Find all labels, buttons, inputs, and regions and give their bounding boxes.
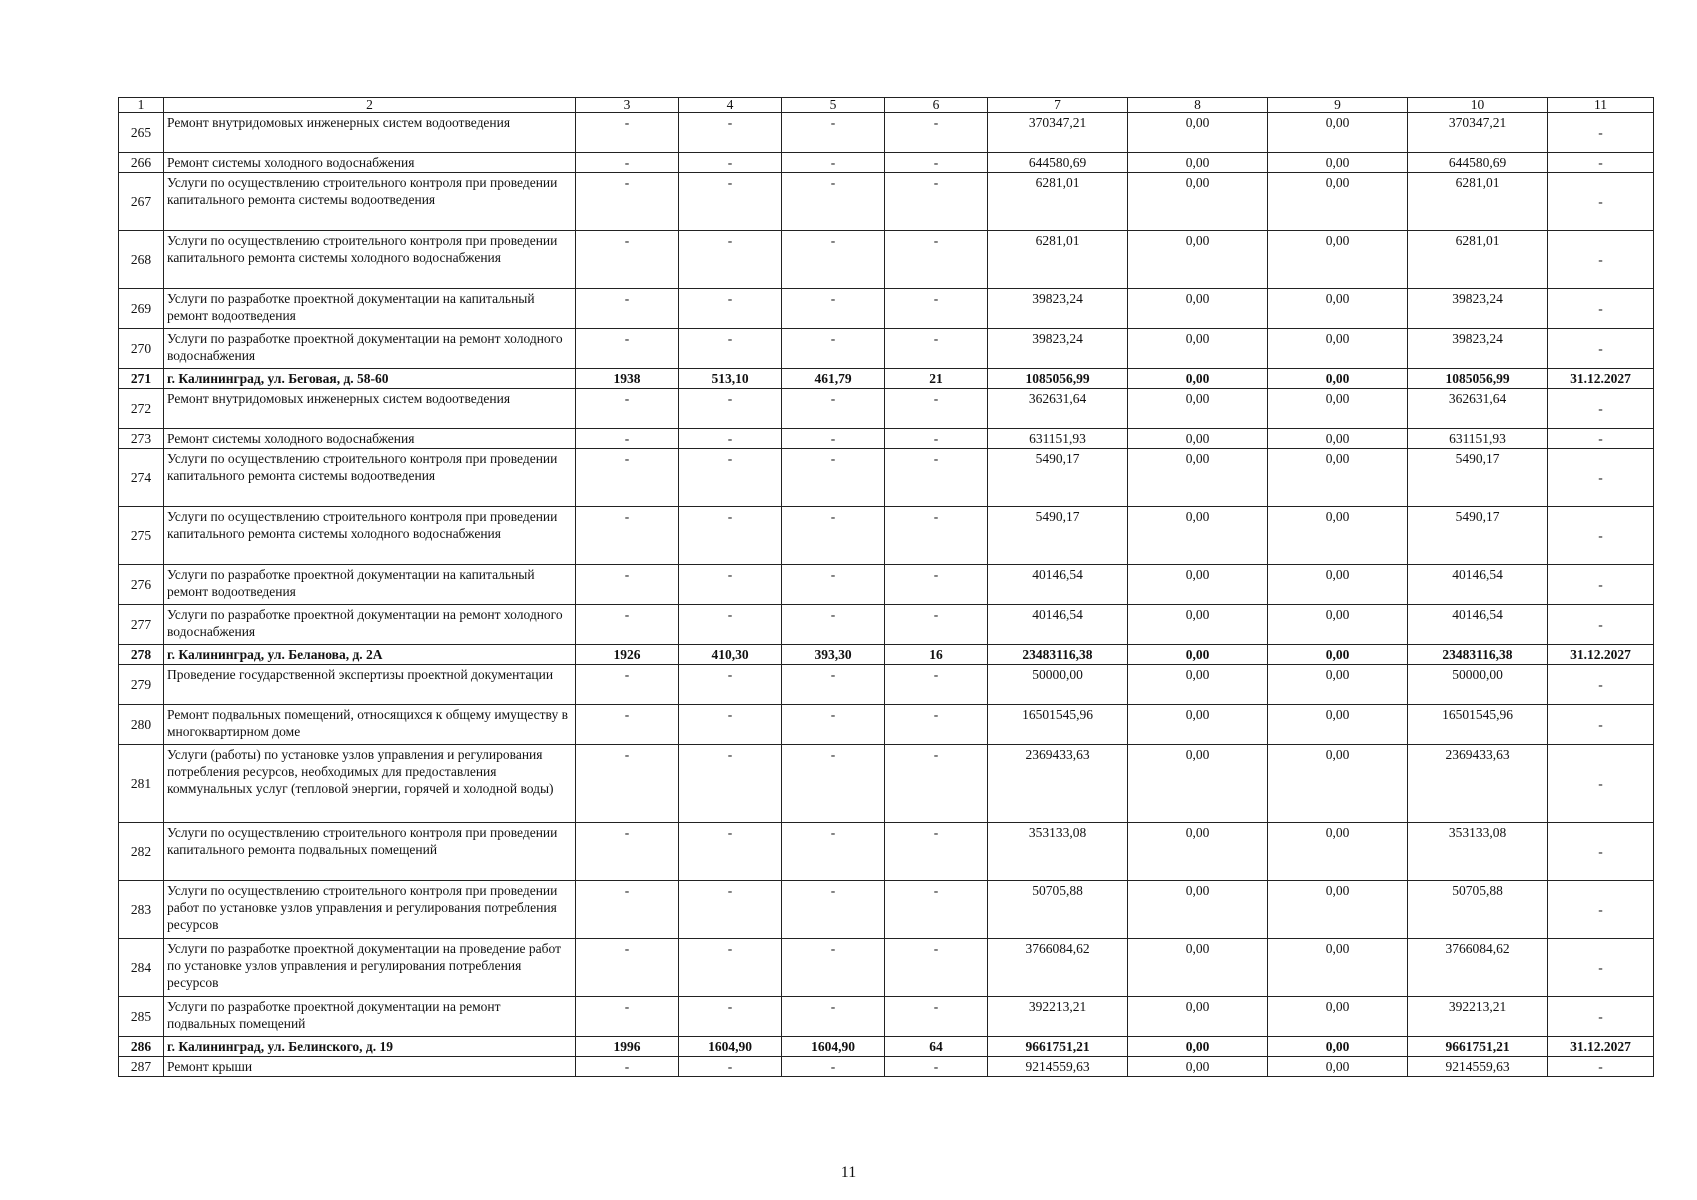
col-10-value: 3766084,62 bbox=[1408, 939, 1548, 997]
col-7-value: 1085056,99 bbox=[988, 369, 1128, 389]
col-8-value: 0,00 bbox=[1128, 113, 1268, 153]
row-number: 279 bbox=[119, 665, 164, 705]
work-name: Услуги по осуществлению строительного контроля при проведении капитального ремонта подвальных помещений bbox=[164, 823, 576, 881]
row-number: 272 bbox=[119, 389, 164, 429]
col-8-value: 0,00 bbox=[1128, 823, 1268, 881]
col-6-value: - bbox=[885, 881, 988, 939]
col-8-value: 0,00 bbox=[1128, 745, 1268, 823]
work-name: Ремонт внутридомовых инженерных систем водоотведения bbox=[164, 389, 576, 429]
col-7-value: 5490,17 bbox=[988, 507, 1128, 565]
col-6-value: 16 bbox=[885, 645, 988, 665]
col-11-value: - bbox=[1548, 1057, 1654, 1077]
col-6-value: 21 bbox=[885, 369, 988, 389]
col-header-3: 3 bbox=[576, 98, 679, 113]
col-11-value: - bbox=[1548, 329, 1654, 369]
col-8-value: 0,00 bbox=[1128, 329, 1268, 369]
row-number: 277 bbox=[119, 605, 164, 645]
table-row bbox=[119, 449, 1654, 507]
col-8-value: 0,00 bbox=[1128, 939, 1268, 997]
row-number: 268 bbox=[119, 231, 164, 289]
col-header-5: 5 bbox=[782, 98, 885, 113]
table-body bbox=[119, 98, 1654, 1077]
col-6-value: - bbox=[885, 289, 988, 329]
col-9-value: 0,00 bbox=[1268, 507, 1408, 565]
work-name: Услуги по разработке проектной документации на капитальный ремонт водоотведения bbox=[164, 289, 576, 329]
col-5-value: 393,30 bbox=[782, 645, 885, 665]
col-8-value: 0,00 bbox=[1128, 645, 1268, 665]
work-name: Услуги по осуществлению строительного контроля при проведении капитального ремонта системы водоотведения bbox=[164, 173, 576, 231]
work-name: Услуги по разработке проектной документации на проведение работ по установке узлов управления и регулирования потребления ресурсов bbox=[164, 939, 576, 997]
col-11-value: - bbox=[1548, 113, 1654, 153]
col-3-value: - bbox=[576, 389, 679, 429]
col-6-value: - bbox=[885, 565, 988, 605]
col-6-value: - bbox=[885, 605, 988, 645]
col-6-value: 64 bbox=[885, 1037, 988, 1057]
col-6-value: - bbox=[885, 823, 988, 881]
table-row bbox=[119, 565, 1654, 605]
col-8-value: 0,00 bbox=[1128, 507, 1268, 565]
col-3-value: 1938 bbox=[576, 369, 679, 389]
col-3-value: - bbox=[576, 605, 679, 645]
col-6-value: - bbox=[885, 1057, 988, 1077]
col-10-value: 40146,54 bbox=[1408, 565, 1548, 605]
work-name: Ремонт подвальных помещений, относящихся к общему имуществу в многоквартирном доме bbox=[164, 705, 576, 745]
col-11-value: - bbox=[1548, 289, 1654, 329]
col-4-value: - bbox=[679, 113, 782, 153]
col-11-value: - bbox=[1548, 823, 1654, 881]
table-row bbox=[119, 705, 1654, 745]
col-header-10: 10 bbox=[1408, 98, 1548, 113]
work-name: Проведение государственной экспертизы проектной документации bbox=[164, 665, 576, 705]
work-name: Ремонт внутридомовых инженерных систем водоотведения bbox=[164, 113, 576, 153]
row-number: 285 bbox=[119, 997, 164, 1037]
col-7-value: 392213,21 bbox=[988, 997, 1128, 1037]
col-5-value: - bbox=[782, 231, 885, 289]
col-5-value: - bbox=[782, 329, 885, 369]
col-8-value: 0,00 bbox=[1128, 449, 1268, 507]
work-name: Услуги по разработке проектной документации на ремонт подвальных помещений bbox=[164, 997, 576, 1037]
col-5-value: - bbox=[782, 449, 885, 507]
col-6-value: - bbox=[885, 939, 988, 997]
works-table bbox=[118, 97, 1654, 1077]
work-name: Услуги по разработке проектной документации на ремонт холодного водоснабжения bbox=[164, 329, 576, 369]
table-row bbox=[119, 153, 1654, 173]
col-6-value: - bbox=[885, 429, 988, 449]
row-number: 283 bbox=[119, 881, 164, 939]
col-9-value: 0,00 bbox=[1268, 449, 1408, 507]
col-7-value: 9661751,21 bbox=[988, 1037, 1128, 1057]
col-11-value: - bbox=[1548, 565, 1654, 605]
row-number: 286 bbox=[119, 1037, 164, 1057]
col-6-value: - bbox=[885, 665, 988, 705]
row-number: 278 bbox=[119, 645, 164, 665]
row-number: 281 bbox=[119, 745, 164, 823]
col-5-value: - bbox=[782, 705, 885, 745]
col-10-value: 362631,64 bbox=[1408, 389, 1548, 429]
row-number: 275 bbox=[119, 507, 164, 565]
col-6-value: - bbox=[885, 113, 988, 153]
col-9-value: 0,00 bbox=[1268, 289, 1408, 329]
col-6-value: - bbox=[885, 449, 988, 507]
col-4-value: - bbox=[679, 389, 782, 429]
col-8-value: 0,00 bbox=[1128, 881, 1268, 939]
col-5-value: - bbox=[782, 389, 885, 429]
col-5-value: - bbox=[782, 745, 885, 823]
work-name: Услуги по осуществлению строительного контроля при проведении капитального ремонта системы водоотведения bbox=[164, 449, 576, 507]
col-3-value: - bbox=[576, 881, 679, 939]
col-4-value: - bbox=[679, 565, 782, 605]
col-6-value: - bbox=[885, 329, 988, 369]
work-name: Услуги по осуществлению строительного контроля при проведении работ по установке узлов управления и регулирования потребления ресурсов bbox=[164, 881, 576, 939]
col-10-value: 392213,21 bbox=[1408, 997, 1548, 1037]
col-10-value: 2369433,63 bbox=[1408, 745, 1548, 823]
col-7-value: 362631,64 bbox=[988, 389, 1128, 429]
col-3-value: - bbox=[576, 113, 679, 153]
col-3-value: - bbox=[576, 565, 679, 605]
col-8-value: 0,00 bbox=[1128, 565, 1268, 605]
col-5-value: - bbox=[782, 605, 885, 645]
col-11-value: 31.12.2027 bbox=[1548, 1037, 1654, 1057]
col-4-value: - bbox=[679, 449, 782, 507]
col-7-value: 39823,24 bbox=[988, 329, 1128, 369]
col-9-value: 0,00 bbox=[1268, 231, 1408, 289]
col-7-value: 353133,08 bbox=[988, 823, 1128, 881]
col-8-value: 0,00 bbox=[1128, 665, 1268, 705]
col-4-value: - bbox=[679, 1057, 782, 1077]
col-7-value: 370347,21 bbox=[988, 113, 1128, 153]
col-3-value: - bbox=[576, 705, 679, 745]
work-name: Услуги (работы) по установке узлов управления и регулирования потребления ресурсов, необходимых для предоставления коммунальных услуг (тепловой энергии, горячей и холодной воды) bbox=[164, 745, 576, 823]
work-name: Ремонт крыши bbox=[164, 1057, 576, 1077]
col-8-value: 0,00 bbox=[1128, 389, 1268, 429]
col-4-value: 513,10 bbox=[679, 369, 782, 389]
col-11-value: 31.12.2027 bbox=[1548, 645, 1654, 665]
table-row bbox=[119, 881, 1654, 939]
col-6-value: - bbox=[885, 507, 988, 565]
work-name: г. Калининград, ул. Беговая, д. 58-60 bbox=[164, 369, 576, 389]
work-name: г. Калининград, ул. Беланова, д. 2А bbox=[164, 645, 576, 665]
col-11-value: - bbox=[1548, 705, 1654, 745]
col-3-value: - bbox=[576, 429, 679, 449]
col-7-value: 9214559,63 bbox=[988, 1057, 1128, 1077]
col-11-value: - bbox=[1548, 997, 1654, 1037]
col-10-value: 23483116,38 bbox=[1408, 645, 1548, 665]
col-11-value: - bbox=[1548, 745, 1654, 823]
col-9-value: 0,00 bbox=[1268, 745, 1408, 823]
col-3-value: 1926 bbox=[576, 645, 679, 665]
col-7-value: 23483116,38 bbox=[988, 645, 1128, 665]
col-10-value: 6281,01 bbox=[1408, 231, 1548, 289]
col-5-value: - bbox=[782, 153, 885, 173]
col-6-value: - bbox=[885, 745, 988, 823]
col-5-value: 1604,90 bbox=[782, 1037, 885, 1057]
table-row bbox=[119, 745, 1654, 823]
row-number: 284 bbox=[119, 939, 164, 997]
table-row bbox=[119, 823, 1654, 881]
table-row bbox=[119, 113, 1654, 153]
col-10-value: 40146,54 bbox=[1408, 605, 1548, 645]
col-10-value: 6281,01 bbox=[1408, 173, 1548, 231]
col-5-value: - bbox=[782, 1057, 885, 1077]
row-number: 273 bbox=[119, 429, 164, 449]
col-6-value: - bbox=[885, 153, 988, 173]
col-header-2: 2 bbox=[164, 98, 576, 113]
col-6-value: - bbox=[885, 997, 988, 1037]
col-5-value: - bbox=[782, 997, 885, 1037]
col-8-value: 0,00 bbox=[1128, 605, 1268, 645]
table-row bbox=[119, 231, 1654, 289]
col-5-value: - bbox=[782, 565, 885, 605]
col-10-value: 9661751,21 bbox=[1408, 1037, 1548, 1057]
col-8-value: 0,00 bbox=[1128, 429, 1268, 449]
col-11-value: - bbox=[1548, 507, 1654, 565]
col-11-value: - bbox=[1548, 665, 1654, 705]
col-8-value: 0,00 bbox=[1128, 705, 1268, 745]
col-3-value: - bbox=[576, 745, 679, 823]
col-9-value: 0,00 bbox=[1268, 997, 1408, 1037]
col-11-value: - bbox=[1548, 449, 1654, 507]
col-4-value: - bbox=[679, 329, 782, 369]
col-5-value: - bbox=[782, 665, 885, 705]
col-5-value: - bbox=[782, 113, 885, 153]
col-7-value: 40146,54 bbox=[988, 565, 1128, 605]
col-4-value: - bbox=[679, 507, 782, 565]
table-row bbox=[119, 173, 1654, 231]
col-9-value: 0,00 bbox=[1268, 881, 1408, 939]
row-number: 265 bbox=[119, 113, 164, 153]
col-5-value: - bbox=[782, 507, 885, 565]
col-11-value: - bbox=[1548, 881, 1654, 939]
col-9-value: 0,00 bbox=[1268, 823, 1408, 881]
col-10-value: 16501545,96 bbox=[1408, 705, 1548, 745]
work-name: Услуги по осуществлению строительного контроля при проведении капитального ремонта системы холодного водоснабжения bbox=[164, 507, 576, 565]
col-6-value: - bbox=[885, 173, 988, 231]
row-number: 266 bbox=[119, 153, 164, 173]
col-8-value: 0,00 bbox=[1128, 1037, 1268, 1057]
col-7-value: 2369433,63 bbox=[988, 745, 1128, 823]
work-name: Услуги по разработке проектной документации на капитальный ремонт водоотведения bbox=[164, 565, 576, 605]
col-4-value: - bbox=[679, 665, 782, 705]
col-8-value: 0,00 bbox=[1128, 369, 1268, 389]
col-3-value: - bbox=[576, 289, 679, 329]
col-10-value: 1085056,99 bbox=[1408, 369, 1548, 389]
col-11-value: - bbox=[1548, 605, 1654, 645]
col-8-value: 0,00 bbox=[1128, 231, 1268, 289]
col-header-9: 9 bbox=[1268, 98, 1408, 113]
row-number: 287 bbox=[119, 1057, 164, 1077]
work-name: Услуги по осуществлению строительного контроля при проведении капитального ремонта системы холодного водоснабжения bbox=[164, 231, 576, 289]
row-number: 282 bbox=[119, 823, 164, 881]
col-7-value: 5490,17 bbox=[988, 449, 1128, 507]
row-number: 280 bbox=[119, 705, 164, 745]
col-6-value: - bbox=[885, 231, 988, 289]
col-6-value: - bbox=[885, 705, 988, 745]
col-11-value: 31.12.2027 bbox=[1548, 369, 1654, 389]
table-row bbox=[119, 389, 1654, 429]
col-4-value: - bbox=[679, 939, 782, 997]
col-9-value: 0,00 bbox=[1268, 369, 1408, 389]
col-header-7: 7 bbox=[988, 98, 1128, 113]
col-9-value: 0,00 bbox=[1268, 153, 1408, 173]
table-row bbox=[119, 665, 1654, 705]
col-10-value: 50705,88 bbox=[1408, 881, 1548, 939]
col-9-value: 0,00 bbox=[1268, 565, 1408, 605]
col-10-value: 370347,21 bbox=[1408, 113, 1548, 153]
col-3-value: - bbox=[576, 939, 679, 997]
page-number: 11 bbox=[840, 1164, 857, 1181]
col-8-value: 0,00 bbox=[1128, 1057, 1268, 1077]
table-row bbox=[119, 605, 1654, 645]
col-9-value: 0,00 bbox=[1268, 1037, 1408, 1057]
col-10-value: 39823,24 bbox=[1408, 289, 1548, 329]
col-4-value: - bbox=[679, 605, 782, 645]
col-7-value: 3766084,62 bbox=[988, 939, 1128, 997]
col-9-value: 0,00 bbox=[1268, 389, 1408, 429]
col-4-value: 1604,90 bbox=[679, 1037, 782, 1057]
col-8-value: 0,00 bbox=[1128, 289, 1268, 329]
col-header-6: 6 bbox=[885, 98, 988, 113]
col-10-value: 5490,17 bbox=[1408, 449, 1548, 507]
col-11-value: - bbox=[1548, 231, 1654, 289]
col-4-value: - bbox=[679, 997, 782, 1037]
col-7-value: 6281,01 bbox=[988, 231, 1128, 289]
col-9-value: 0,00 bbox=[1268, 113, 1408, 153]
col-11-value: - bbox=[1548, 173, 1654, 231]
col-3-value: - bbox=[576, 823, 679, 881]
col-5-value: 461,79 bbox=[782, 369, 885, 389]
work-name: г. Калининград, ул. Белинского, д. 19 bbox=[164, 1037, 576, 1057]
table-row bbox=[119, 429, 1654, 449]
col-4-value: - bbox=[679, 705, 782, 745]
col-3-value: - bbox=[576, 449, 679, 507]
col-7-value: 50000,00 bbox=[988, 665, 1128, 705]
col-4-value: - bbox=[679, 823, 782, 881]
col-9-value: 0,00 bbox=[1268, 429, 1408, 449]
col-5-value: - bbox=[782, 881, 885, 939]
col-3-value: - bbox=[576, 231, 679, 289]
col-10-value: 9214559,63 bbox=[1408, 1057, 1548, 1077]
col-9-value: 0,00 bbox=[1268, 173, 1408, 231]
col-10-value: 5490,17 bbox=[1408, 507, 1548, 565]
col-9-value: 0,00 bbox=[1268, 645, 1408, 665]
col-5-value: - bbox=[782, 289, 885, 329]
col-9-value: 0,00 bbox=[1268, 605, 1408, 645]
col-7-value: 6281,01 bbox=[988, 173, 1128, 231]
work-name: Ремонт системы холодного водоснабжения bbox=[164, 429, 576, 449]
col-7-value: 39823,24 bbox=[988, 289, 1128, 329]
col-10-value: 644580,69 bbox=[1408, 153, 1548, 173]
table-row bbox=[119, 289, 1654, 329]
col-4-value: - bbox=[679, 289, 782, 329]
col-7-value: 50705,88 bbox=[988, 881, 1128, 939]
col-5-value: - bbox=[782, 173, 885, 231]
col-3-value: - bbox=[576, 1057, 679, 1077]
col-4-value: - bbox=[679, 153, 782, 173]
row-number: 271 bbox=[119, 369, 164, 389]
col-10-value: 631151,93 bbox=[1408, 429, 1548, 449]
table-row bbox=[119, 507, 1654, 565]
col-3-value: 1996 bbox=[576, 1037, 679, 1057]
col-header-11: 11 bbox=[1548, 98, 1654, 113]
table-row bbox=[119, 329, 1654, 369]
table-row bbox=[119, 1057, 1654, 1077]
col-6-value: - bbox=[885, 389, 988, 429]
col-header-8: 8 bbox=[1128, 98, 1268, 113]
col-9-value: 0,00 bbox=[1268, 665, 1408, 705]
col-10-value: 353133,08 bbox=[1408, 823, 1548, 881]
col-11-value: - bbox=[1548, 389, 1654, 429]
col-7-value: 631151,93 bbox=[988, 429, 1128, 449]
col-3-value: - bbox=[576, 665, 679, 705]
work-name: Услуги по разработке проектной документации на ремонт холодного водоснабжения bbox=[164, 605, 576, 645]
column-number-row bbox=[119, 98, 1654, 113]
col-4-value: - bbox=[679, 173, 782, 231]
col-8-value: 0,00 bbox=[1128, 997, 1268, 1037]
row-number: 269 bbox=[119, 289, 164, 329]
col-5-value: - bbox=[782, 823, 885, 881]
col-header-1: 1 bbox=[119, 98, 164, 113]
address-row bbox=[119, 645, 1654, 665]
col-10-value: 39823,24 bbox=[1408, 329, 1548, 369]
address-row bbox=[119, 369, 1654, 389]
col-5-value: - bbox=[782, 939, 885, 997]
col-9-value: 0,00 bbox=[1268, 705, 1408, 745]
col-10-value: 50000,00 bbox=[1408, 665, 1548, 705]
col-9-value: 0,00 bbox=[1268, 329, 1408, 369]
address-row bbox=[119, 1037, 1654, 1057]
table-row bbox=[119, 939, 1654, 997]
col-5-value: - bbox=[782, 429, 885, 449]
col-11-value: - bbox=[1548, 939, 1654, 997]
row-number: 270 bbox=[119, 329, 164, 369]
row-number: 267 bbox=[119, 173, 164, 231]
col-7-value: 40146,54 bbox=[988, 605, 1128, 645]
col-4-value: - bbox=[679, 231, 782, 289]
col-3-value: - bbox=[576, 173, 679, 231]
col-header-4: 4 bbox=[679, 98, 782, 113]
col-4-value: - bbox=[679, 745, 782, 823]
col-4-value: - bbox=[679, 881, 782, 939]
col-9-value: 0,00 bbox=[1268, 1057, 1408, 1077]
col-7-value: 16501545,96 bbox=[988, 705, 1128, 745]
col-11-value: - bbox=[1548, 429, 1654, 449]
col-8-value: 0,00 bbox=[1128, 153, 1268, 173]
row-number: 276 bbox=[119, 565, 164, 605]
col-3-value: - bbox=[576, 329, 679, 369]
col-9-value: 0,00 bbox=[1268, 939, 1408, 997]
col-4-value: 410,30 bbox=[679, 645, 782, 665]
work-name: Ремонт системы холодного водоснабжения bbox=[164, 153, 576, 173]
col-7-value: 644580,69 bbox=[988, 153, 1128, 173]
table-row bbox=[119, 997, 1654, 1037]
col-8-value: 0,00 bbox=[1128, 173, 1268, 231]
col-11-value: - bbox=[1548, 153, 1654, 173]
col-3-value: - bbox=[576, 997, 679, 1037]
col-3-value: - bbox=[576, 507, 679, 565]
row-number: 274 bbox=[119, 449, 164, 507]
col-3-value: - bbox=[576, 153, 679, 173]
col-4-value: - bbox=[679, 429, 782, 449]
